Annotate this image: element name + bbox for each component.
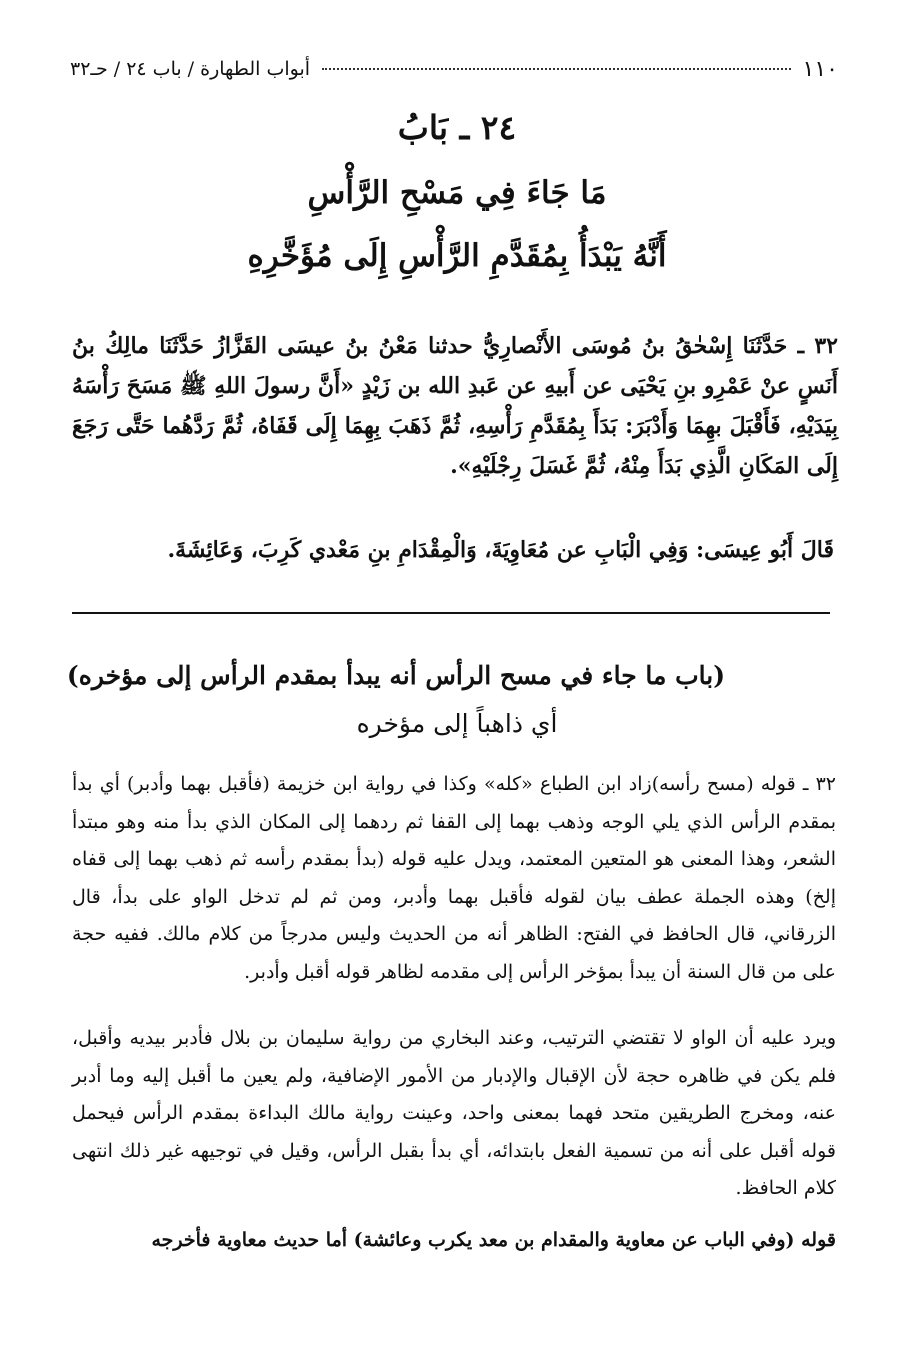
running-header [70,52,838,86]
chapter-title: ٢٤ ـ بَابُ [397,108,517,147]
running-title: أبواب الطهارة / باب ٢٤ / حـ٣٢ [70,58,311,80]
commentary-title: (باب ما جاء في مسح الرأس أنه يبدأ بمقدم الرأس إلى مؤخره) [66,661,726,690]
header-dot-leader [322,68,791,70]
hadith-note: قَالَ أَبُو عِيسَى: وَفِي الْبَابِ عن مُعَاوِيَةَ، وَالْمِقْدَامِ بنِ مَعْدي كَرِبَ، وَعَائِشَةَ. [167,537,834,563]
section-separator [72,612,830,614]
commentary-paragraph-1: ٣٢ ـ قوله (مسح رأسه)زاد ابن الطباع «كله» وكذا في رواية ابن خزيمة (فأقبل بهما وأدبر) أي بدأ بمقدم الرأس الذي يلي الوجه وذهب بهما إلى القفا ثم ردهما إلى المكان الذي بدأ منه وهو مبتدأ الشعر، وهذا المعنى هو المتعين المعتمد، ويدل عليه قوله (بدأ بمقدم رأسه ثم ذهب بهما إلى قفاه إلخ) وهذه الجملة عطف بيان لقوله فأقبل بهما وأدبر، ومن ثم لم تدخل الواو على بدأ، قال الزرقاني، قال الحافظ في الفتح: الظاهر أنه من الحديث وليس مدرجاً من كلام مالك. ففيه حجة على من قال السنة أن يبدأ بمؤخر الرأس إلى مقدمه لظاهر قوله أقبل وأدبر. [72,773,836,983]
commentary-subtitle: أي ذاهباً إلى مؤخره [356,709,558,738]
commentary-paragraph-3: قوله (وفي الباب عن معاوية والمقدام بن معد يكرب وعائشة) أما حديث معاوية فأخرجه [151,1229,836,1251]
page-number: ١١٠ [802,56,838,82]
commentary-paragraph-2: ويرد عليه أن الواو لا تقتضي الترتيب، وعند البخاري من رواية سليمان بن بلال فأدبر بيديه وأقبل، فلم يكن في ظاهره حجة لأن الإقبال والإدبار من الأمور الإضافية، ولم يعين ما أقبل إليه وما أدبر عنه، ومخرج الطريقين متحد فهما بمعنى واحد، وعينت رواية مالك البداءة بمقدم الرأس فيحمل قوله أقبل على أنه من تسمية الفعل بابتدائه، أي بدأ بقبل الرأس، وقيل في توجيهه غير ذلك انتهى كلام الحافظ. [72,1027,836,1199]
chapter-subtitle-line2: أَنَّهُ يَبْدَأُ بِمُقَدَّمِ الرَّأْسِ إِلَى مُؤَخَّرِهِ [247,238,667,274]
hadith-text: ٣٢ ـ حَدَّثَنَا إِسْحٰقُ بنُ مُوسَى الأَنْصارِيُّ حدثنا مَعْنُ بنُ عيسَى القَزَّازُ حَدَّثَنَا مالِكُ بنُ أَنَسٍ عنْ عَمْرِو بنِ يَحْيَى عن أَبيهِ عن عَبدِ الله بن زَيْدٍ «أَنَّ رسولَ اللهِ ﷺ مَسَحَ رَأْسَهُ بِيَدَيْهِ، فَأَقْبَلَ بهِمَا وَأَدْبَرَ: بَدَأَ بِمُقَدَّمِ رَأْسِهِ، ثُمَّ ذَهَبَ بِهِمَا إِلَى قَفَاهُ، ثُمَّ رَدَّهُما حَتَّى رَجَعَ إِلَى المَكَانِ الَّذِي بَدَأَ مِنْهُ، ثُمَّ غَسَلَ رِجْلَيْهِ». [72,333,838,479]
chapter-subtitle-line1: مَا جَاءَ فِي مَسْحِ الرَّأْسِ [307,175,607,211]
